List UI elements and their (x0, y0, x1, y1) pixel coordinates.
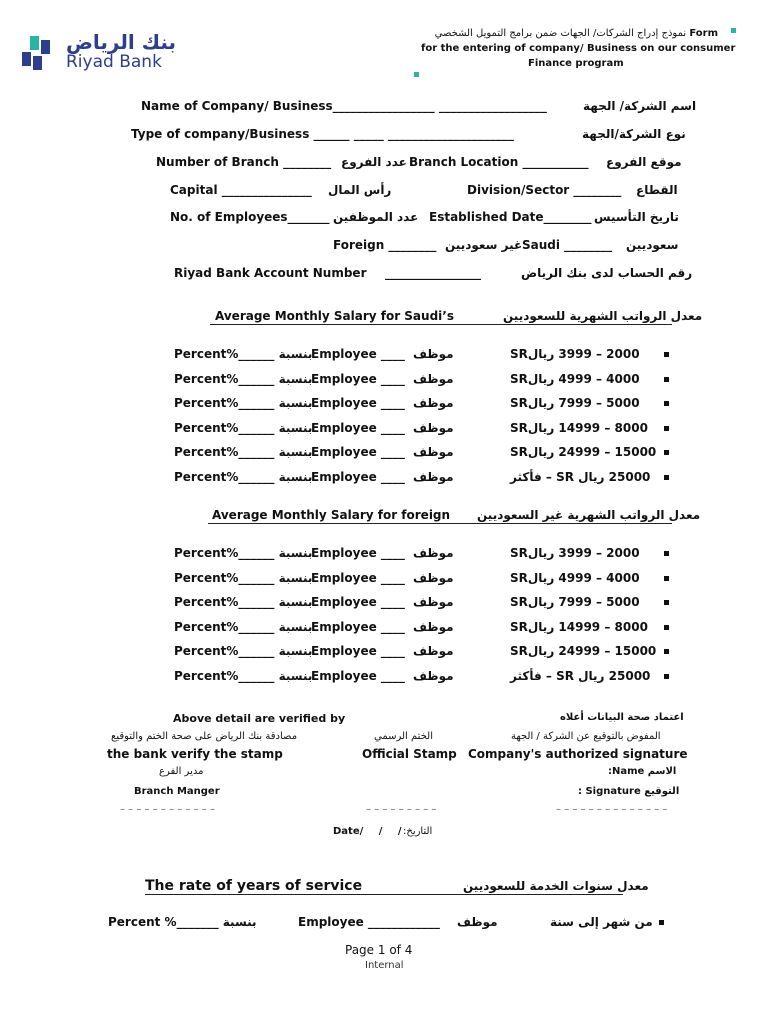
branches-arabic: عدد الفروع (341, 155, 407, 169)
date-arabic: التاريخ: (403, 826, 433, 837)
logo-english: Riyad Bank (66, 52, 162, 72)
company-name-arabic: اسم الشركة/ الجهة (583, 99, 697, 113)
foreign-row-bullet (664, 674, 669, 679)
foreign-row-bullet (664, 649, 669, 654)
saudi-label: Saudi ________ (522, 238, 613, 252)
saudi-row-employee: Employee ____ (311, 347, 405, 361)
saudi-row-employee-arabic: موظف (413, 396, 454, 410)
foreign-arabic: غير سعوديين (445, 238, 523, 252)
saudi-row-employee: Employee ____ (311, 371, 405, 386)
foreign-row-percent: Percent%______ بنسبة (174, 668, 313, 683)
date-label: Date/ / / (333, 826, 402, 837)
account-arabic: رقم الحساب لدى بنك الرياض (521, 266, 693, 280)
saudi-row-employee: Employee ____ (311, 445, 405, 459)
foreign-row-employee: Employee ____ (311, 595, 405, 609)
account-line: ________________ (385, 266, 481, 280)
classification-label: Internal (365, 960, 404, 971)
foreign-row-percent: Percent%______ بنسبة (174, 570, 313, 585)
foreign-row-bullet (664, 551, 669, 556)
saudi-row-bullet (664, 401, 669, 406)
manager-signature-line: – – – – – – – – – – – – (120, 804, 215, 815)
employees-label: No. of Employees_______ (170, 210, 330, 224)
foreign-label: Foreign ________ (333, 238, 437, 252)
stamp-line: – – – – – – – – – (366, 804, 437, 815)
foreign-row-bullet (664, 576, 669, 581)
saudi-row-percent: Percent%______ بنسبة (174, 347, 313, 361)
foreign-row-range: 2000 – 3999 ريالSR (510, 546, 640, 560)
foreign-row-percent: Percent%______ بنسبة (174, 595, 313, 609)
employees-arabic: عدد الموظفين (333, 210, 419, 224)
branches-label: Number of Branch ________ (156, 155, 332, 169)
company-signature-arabic: المفوض بالتوقيع عن الشركة / الجهة (511, 731, 661, 742)
saudi-row-employee-arabic: موظف (413, 445, 454, 459)
saudi-row-employee-arabic: موظف (413, 420, 454, 435)
company-type-arabic: نوع الشركة/الجهة (582, 127, 686, 141)
capital-arabic: رأس المال (328, 183, 392, 197)
saudi-row-bullet (664, 475, 669, 480)
service-title: The rate of years of service (145, 878, 363, 894)
service-bullet (659, 920, 664, 925)
saudi-row-employee-arabic: موظف (413, 371, 454, 386)
foreign-row-percent: Percent%______ بنسبة (174, 546, 313, 560)
logo (22, 30, 182, 76)
foreign-row-percent: Percent%______ بنسبة (174, 619, 313, 634)
foreign-row-percent: Percent%______ بنسبة (174, 644, 313, 658)
saudi-section-title: Average Monthly Salary for Saudi’s (215, 309, 454, 323)
sector-label: Division/Sector ________ (467, 183, 622, 197)
signature-label: التوقيع Signature : (578, 786, 680, 797)
riyad-bank-logo-mark (22, 36, 58, 72)
official-stamp-arabic: الختم الرسمي (374, 731, 433, 742)
foreign-section-title: Average Monthly Salary for foreign (212, 508, 451, 522)
saudi-section-underline (210, 324, 672, 325)
foreign-row-range: 4000 – 4999 ريالSR (510, 570, 640, 585)
saudi-row-bullet (664, 450, 669, 455)
established-arabic: تاريخ التأسيس (594, 210, 679, 224)
saudi-row-percent: Percent%______ بنسبة (174, 469, 313, 484)
foreign-row-range: 5000 – 7999 ريالSR (510, 595, 640, 609)
foreign-row-employee: Employee ____ (311, 570, 405, 585)
header-line2: for the entering of company/ Business on our consumer (421, 43, 736, 54)
saudi-arabic: سعوديين (626, 238, 679, 252)
branch-location-label: Branch Location ___________ (409, 155, 589, 169)
saudi-row-range: 5000 – 7999 ريالSR (510, 396, 640, 410)
bank-verify-arabic: مصادقة بنك الرياض على صحة الختم والتوقيع (111, 731, 298, 742)
saudi-row-employee-arabic: موظف (413, 469, 454, 484)
header-title-english: Form (689, 28, 718, 39)
saudi-row-percent: Percent%______ بنسبة (174, 396, 313, 410)
foreign-row-employee-arabic: موظف (413, 570, 454, 585)
header-decor-bullet (414, 72, 419, 77)
saudi-row-percent: Percent%______ بنسبة (174, 371, 313, 386)
page-number: Page 1 of 4 (345, 943, 413, 957)
bank-verify-label: the bank verify the stamp (107, 747, 283, 761)
service-percent: Percent %_______ بنسبة (108, 915, 257, 929)
foreign-row-range: 25000 ريال SR – فأكثر (510, 668, 651, 683)
service-employee: Employee ____________ (298, 915, 440, 929)
capital-label: Capital _______________ (170, 183, 312, 197)
foreign-row-employee: Employee ____ (311, 619, 405, 634)
foreign-row-employee-arabic: موظف (413, 546, 454, 560)
foreign-row-employee: Employee ____ (311, 644, 405, 658)
header-line3: Finance program (528, 58, 624, 69)
saudi-row-range: 2000 – 3999 ريالSR (510, 347, 640, 361)
saudi-row-percent: Percent%______ بنسبة (174, 420, 313, 435)
saudi-row-range: 4000 – 4999 ريالSR (510, 371, 640, 386)
foreign-row-range: 8000 – 14999 ريالSR (510, 619, 648, 634)
saudi-row-bullet (664, 377, 669, 382)
saudi-row-bullet (664, 426, 669, 431)
saudi-row-range: 25000 ريال SR – فأكثر (510, 469, 651, 484)
verify-above-label: Above detail are verified by (173, 712, 346, 725)
saudi-row-employee: Employee ____ (311, 396, 405, 410)
company-signature-label: Company's authorized signature (468, 747, 688, 761)
foreign-row-employee-arabic: موظف (413, 644, 454, 658)
foreign-row-range: 15000 – 24999 ريالSR (510, 644, 657, 658)
service-title-arabic: معدل سنوات الخدمة للسعوديين (463, 879, 649, 893)
foreign-row-employee-arabic: موظف (413, 668, 454, 683)
foreign-row-bullet (664, 600, 669, 605)
established-label: Established Date________ (429, 210, 592, 224)
foreign-row-bullet (664, 625, 669, 630)
service-title-underline (145, 894, 623, 895)
service-employee-arabic: موظف (457, 915, 498, 929)
foreign-row-employee-arabic: موظف (413, 595, 454, 609)
company-name-label: Name of Company/ Business_________________ __________________ (141, 99, 547, 113)
sector-arabic: القطاع (636, 183, 678, 197)
saudi-row-range: 15000 – 24999 ريالSR (510, 445, 657, 459)
foreign-section-underline (208, 523, 672, 524)
branch-manager-label: Branch Manger (134, 786, 220, 797)
service-range-arabic: من شهر إلى سنة (550, 915, 653, 929)
account-label: Riyad Bank Account Number (174, 266, 367, 280)
company-signature-line: – – – – – – – – – – – – – – (556, 804, 668, 815)
saudi-row-range: 8000 – 14999 ريالSR (510, 420, 648, 435)
name-label: الاسم Name: (608, 766, 677, 777)
foreign-row-employee-arabic: موظف (413, 619, 454, 634)
saudi-row-employee: Employee ____ (311, 420, 405, 435)
branch-manager-arabic: مدير الفرع (159, 766, 204, 777)
header-bullet (731, 28, 736, 33)
foreign-row-employee: Employee ____ (311, 668, 405, 683)
verify-above-arabic: اعتماد صحة البيانات أعلاه (560, 712, 684, 723)
branch-location-arabic: موقع الفروع (606, 155, 682, 169)
saudi-row-employee: Employee ____ (311, 469, 405, 484)
saudi-row-employee-arabic: موظف (413, 347, 454, 361)
saudi-row-percent: Percent%______ بنسبة (174, 445, 313, 459)
company-type-label: Type of company/Business ______ _____ _____________________ (131, 127, 514, 141)
foreign-section-title-arabic: معدل الرواتب الشهرية غير السعوديين (477, 508, 701, 522)
logo-arabic: بنك الرياض (66, 30, 176, 54)
header-title-arabic: نموذج إدراج الشركات/ الجهات ضمن برامج التمويل الشخصي (434, 28, 687, 39)
saudi-row-bullet (664, 352, 669, 357)
foreign-row-employee: Employee ____ (311, 546, 405, 560)
official-stamp-label: Official Stamp (362, 747, 457, 761)
saudi-section-title-arabic: معدل الرواتب الشهرية للسعوديين (503, 309, 703, 323)
header-title (435, 28, 718, 39)
